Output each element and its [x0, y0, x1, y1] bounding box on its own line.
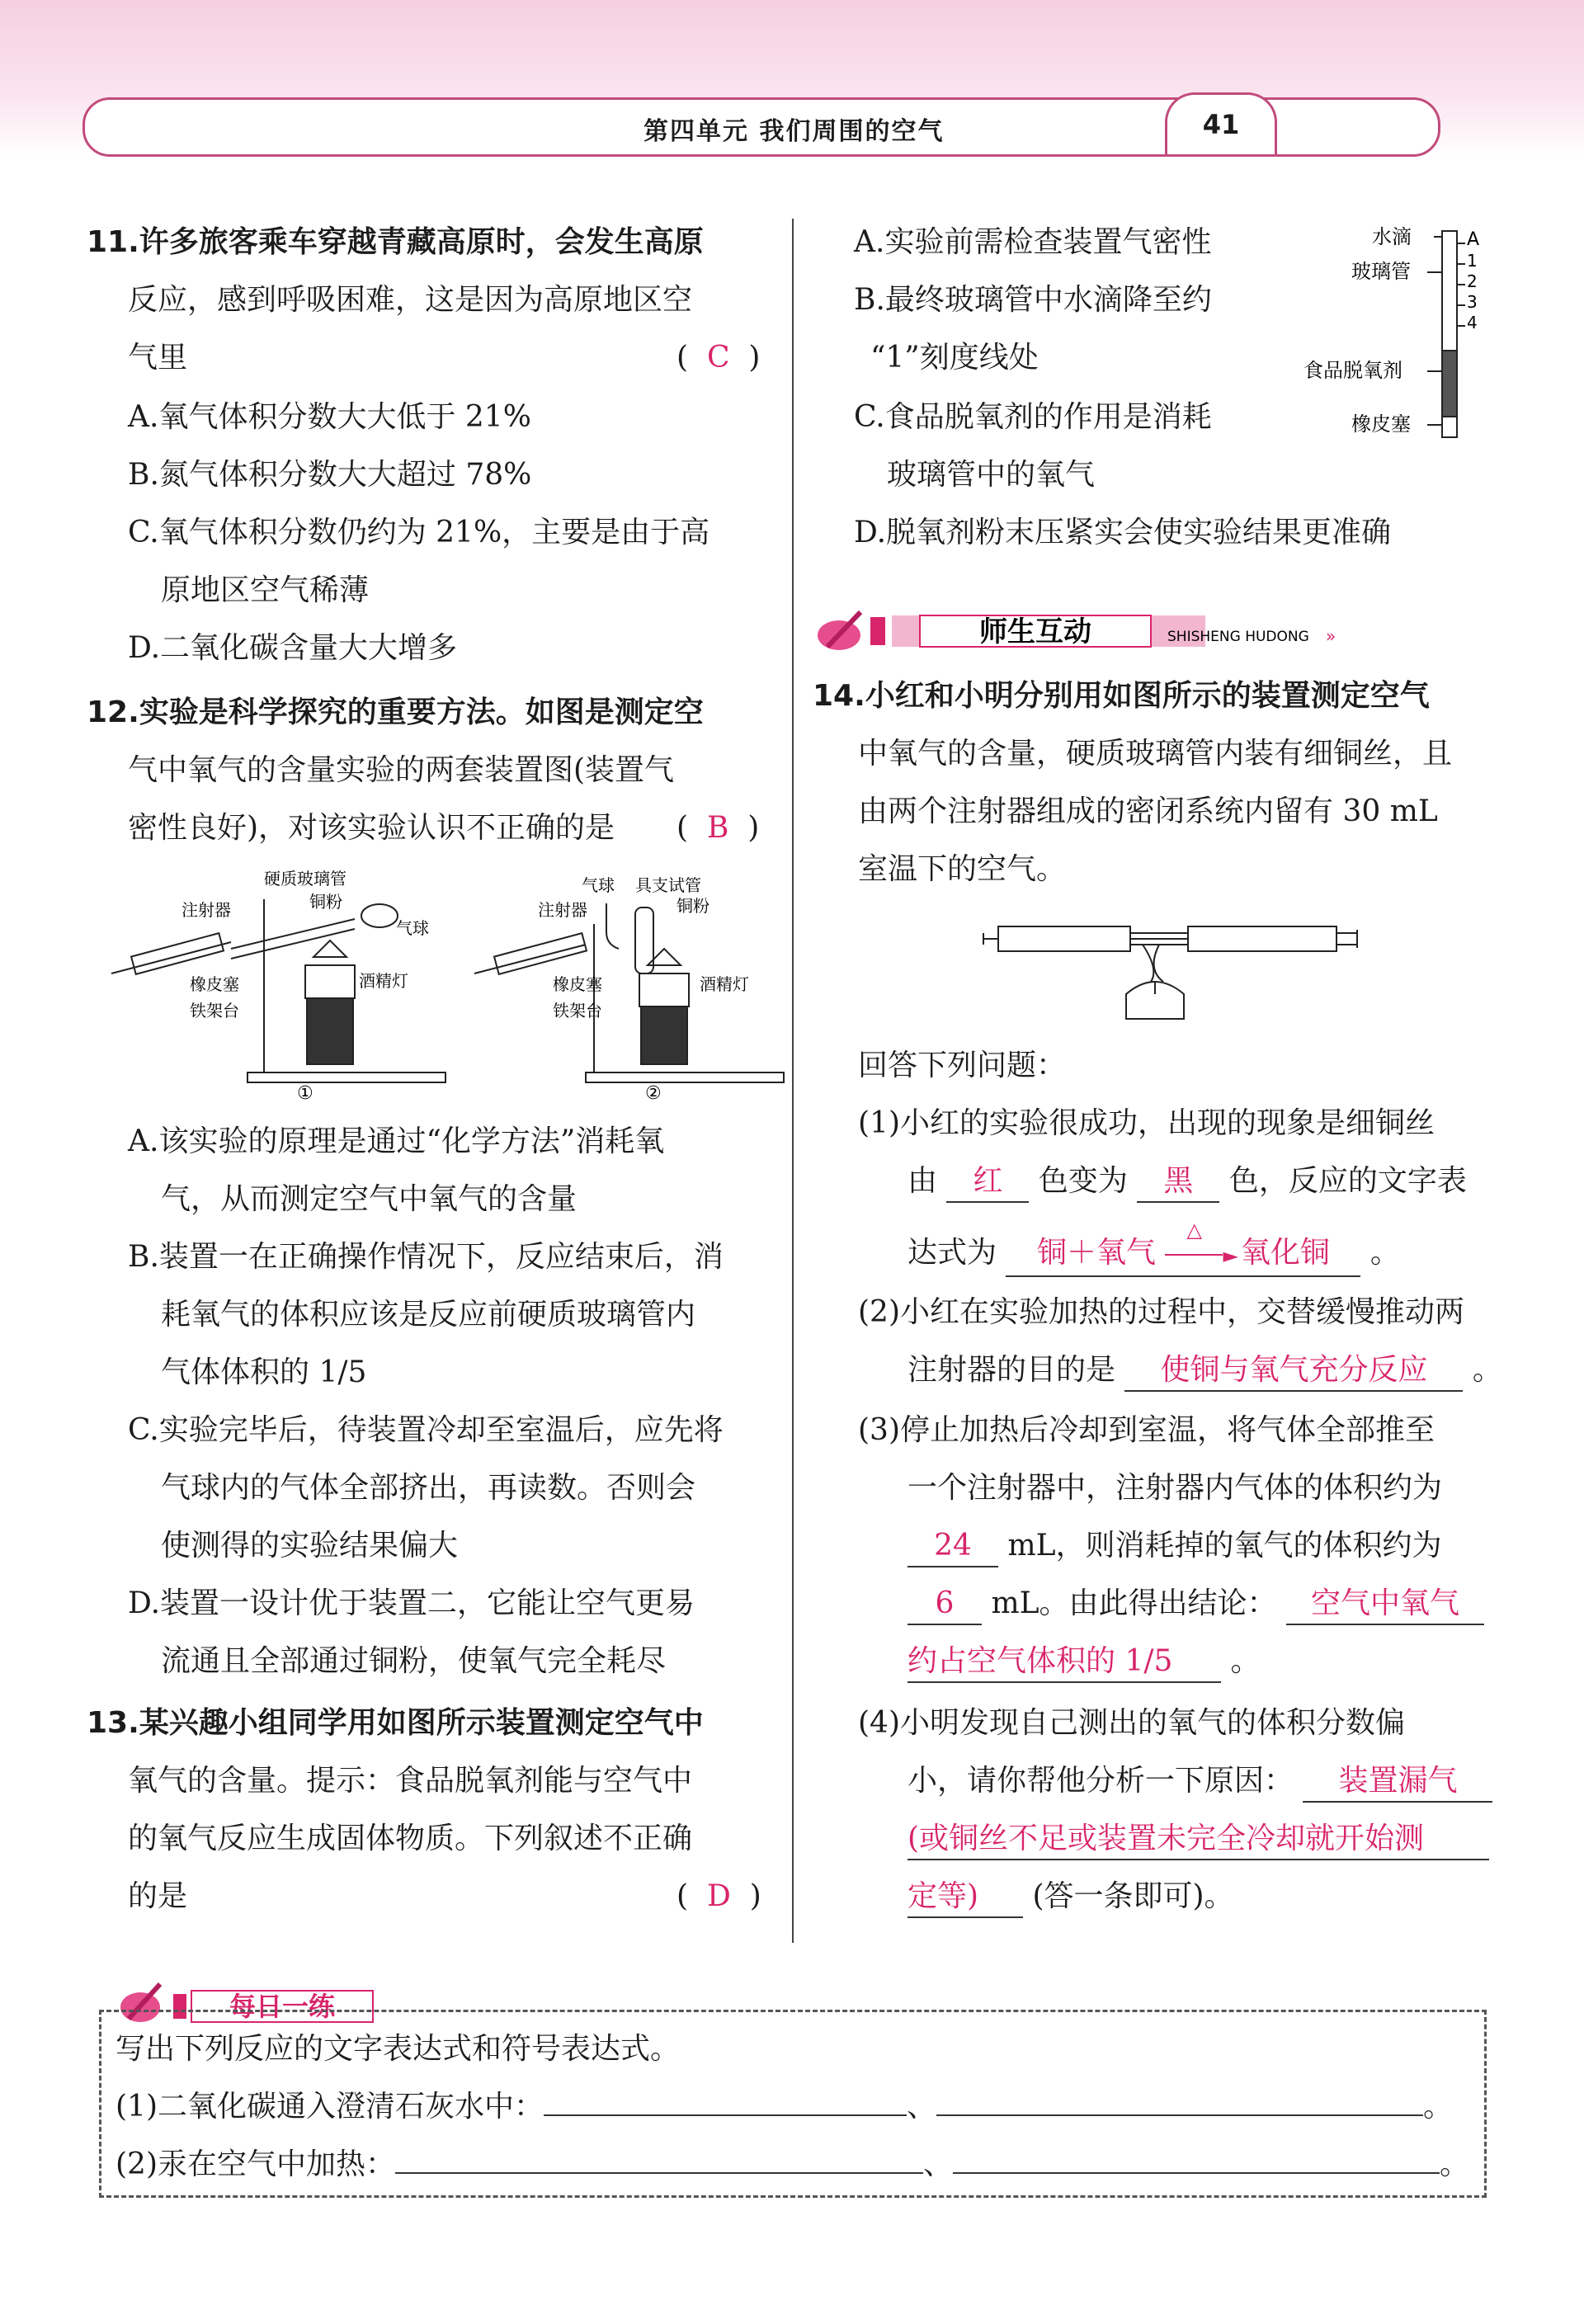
q11-option-d: D.二氧化碳含量大大增多: [128, 631, 458, 665]
label-copper-2: 铜粉: [676, 896, 710, 916]
answer-red: 红: [946, 1162, 1029, 1203]
tick-3: 3: [1467, 292, 1478, 312]
q12-option-b: B.装置一在正确操作情况下，反应结束后，消: [128, 1240, 724, 1274]
q12-option-d: D.装置一设计优于装置二，它能让空气更易: [128, 1586, 695, 1620]
label-lamp-1: 酒精灯: [359, 971, 408, 991]
q13-option-c: C.食品脱氧剂的作用是消耗: [854, 400, 1212, 434]
q14-p3-line-2: 一个注射器中，注射器内气体的体积约为: [908, 1471, 1443, 1505]
q14-p4-line-2: 小，请你帮他分析一下原因： 装置漏气: [908, 1761, 1492, 1803]
label-glass-tube: 硬质玻璃管: [264, 869, 346, 889]
label-syringe-1: 注射器: [182, 900, 231, 920]
q12-line-3: 密性良好)，对该实验认识不正确的是: [128, 811, 615, 845]
q14-p4-line-4: 定等) (答一条即可)。: [908, 1877, 1234, 1918]
heat-symbol: △: [1186, 1219, 1202, 1242]
q13-line-2: 氧气的含量。提示：食品脱氧剂能与空气中: [128, 1764, 693, 1798]
tick-A: A: [1467, 229, 1480, 250]
label-lamp-2: 酒精灯: [700, 974, 749, 994]
q13-option-d: D.脱氧剂粉末压紧实会使实验结果更准确: [854, 516, 1392, 549]
label-balloon-1: 气球: [396, 918, 429, 938]
q14-syringe-figure: [982, 912, 1370, 1035]
q11-line-3: 气里: [128, 341, 188, 375]
q14-p4-line-3: [908, 1819, 1489, 1860]
label-stopper-2: 橡皮塞: [553, 974, 602, 994]
answer-reason-b: (或铜丝不足或装置未完全冷却就开始测: [908, 1819, 1489, 1860]
q12-option-a-cont: 气，从而测定空气中氧气的含量: [161, 1182, 578, 1216]
caption-1: ①: [297, 1083, 314, 1104]
q11-line-1: 11.许多旅客乘车穿越青藏高原时，会发生高原: [87, 225, 704, 259]
q14-line-1: 14.小红和小明分别用如图所示的装置测定空气: [813, 679, 1430, 713]
q11-option-b: B.氮气体积分数大大超过 78%: [128, 458, 532, 492]
answer-conclusion-a: 空气中氧气: [1286, 1584, 1484, 1625]
q13-line-3: 的氧气反应生成固体物质。下列叙述不正确: [128, 1822, 693, 1855]
daily-q2-blank-1[interactable]: [395, 2172, 923, 2174]
q14-p3-line-1: (3)停止加热后冷却到室温，将气体全部推至: [858, 1413, 1435, 1447]
answer-reason-c: 定等): [908, 1877, 1023, 1918]
q11-line-2: 反应，感到呼吸困难，这是因为高原地区空: [128, 283, 693, 317]
tick-4: 4: [1467, 313, 1478, 332]
q14-line-4: 室温下的空气。: [858, 852, 1067, 886]
label-glass-tube-13: 玻璃管: [1351, 260, 1411, 283]
answer-purpose: 使铜与氧气充分反应: [1124, 1351, 1463, 1392]
answer-reason-a: 装置漏气: [1303, 1761, 1492, 1803]
label-deoxidizer: 食品脱氧剂: [1304, 359, 1402, 382]
daily-q2-blank-2[interactable]: [953, 2172, 1440, 2174]
label-balloon-2: 气球: [582, 875, 615, 895]
q14-p2-line-1: (2)小红在实验加热的过程中，交替缓慢推动两: [858, 1295, 1464, 1329]
q11-option-c: C.氧气体积分数仍约为 21%，主要是由于高: [128, 516, 710, 549]
label-stand-2: 铁架台: [553, 1001, 602, 1021]
label-stopper-1: 橡皮塞: [190, 974, 239, 994]
q14-p3-line-4: 6 mL。由此得出结论： 空气中氧气: [908, 1584, 1484, 1625]
daily-q1-blank-1[interactable]: [544, 2114, 907, 2116]
q13-line-4: 的是: [128, 1879, 188, 1913]
q13-option-b: B.最终玻璃管中水滴降至约: [854, 283, 1212, 317]
q12-option-c-cont2: 使测得的实验结果偏大: [161, 1529, 459, 1563]
section-header: [813, 602, 1374, 660]
answer-24: 24: [908, 1526, 998, 1567]
page-number: 41: [1165, 92, 1277, 154]
tick-1: 1: [1467, 251, 1478, 271]
answer-conclusion-b: 约占空气体积的 1/5: [908, 1642, 1221, 1683]
q13-answer: ( D ): [676, 1879, 761, 1913]
q12-option-c-cont: 气球内的气体全部挤出，再读数。否则会: [161, 1471, 696, 1505]
q14-p4-line-1: (4)小明发现自己测出的氧气的体积分数偏: [858, 1706, 1405, 1740]
tick-2: 2: [1467, 271, 1478, 291]
daily-q1: (1)二氧化碳通入澄清石灰水中： 、 。: [116, 2090, 1454, 2124]
q11-answer: ( C ): [676, 341, 761, 375]
q12-option-a: A.该实验的原理是通过“化学方法”消耗氧: [128, 1124, 665, 1158]
q13-option-b-cont: “1”刻度线处: [870, 341, 1039, 375]
label-stand-1: 铁架台: [190, 1001, 239, 1021]
caption-2: ②: [645, 1083, 662, 1104]
q14-line-2: 中氧气的含量，硬质玻璃管内装有细铜丝，且: [858, 737, 1453, 771]
answer-black: 黑: [1137, 1162, 1219, 1203]
q14-line-3: 由两个注射器组成的密闭系统内留有 30 mL: [858, 794, 1438, 828]
q14-p1-line-3: 达式为 铜＋氧气 △ ► 氧化铜 。: [908, 1233, 1400, 1277]
q13-option-a: A.实验前需检查装置气密性: [854, 225, 1212, 259]
label-test-tube: 具支试管: [635, 875, 701, 895]
q11-option-a: A.氧气体积分数大大低于 21%: [128, 400, 531, 434]
q14-p1-line-2: 由 红 色变为 黑 色，反应的文字表: [908, 1162, 1467, 1203]
answer-equation: 铜＋氧气 △ ► 氧化铜: [1006, 1233, 1360, 1277]
section-pinyin: SHISHENG HUDONG: [1167, 629, 1309, 645]
section-title: 师生互动: [979, 615, 1091, 648]
q12-option-b-cont: 耗氧气的体积应该是反应前硬质玻璃管内: [161, 1298, 696, 1332]
q14-p3-line-5: 约占空气体积的 1/5 。: [908, 1642, 1260, 1683]
daily-title: 每日一练: [229, 1991, 336, 2022]
unit-title: 第四单元 我们周围的空气: [644, 117, 945, 146]
label-stopper-13: 橡皮塞: [1351, 412, 1411, 436]
pen-hand-icon: [818, 612, 860, 650]
q11-option-c-cont: 原地区空气稀薄: [161, 573, 370, 607]
q13-option-c-cont: 玻璃管中的氧气: [887, 458, 1096, 492]
q13-tube-figure: [1304, 219, 1485, 445]
svg-text:»: »: [1326, 626, 1336, 646]
label-copper-1: 铜粉: [309, 892, 342, 912]
q14-prompt: 回答下列问题：: [858, 1049, 1067, 1082]
q14-p3-line-3: 24 mL，则消耗掉的氧气的体积约为: [908, 1526, 1442, 1567]
q12-option-d-cont: 流通且全部通过铜粉，使氧气完全耗尽: [161, 1644, 667, 1678]
q12-option-b-cont2: 气体体积的 1/5: [161, 1355, 367, 1389]
q12-option-c: C.实验完毕后，待装置冷却至室温后，应先将: [128, 1413, 724, 1447]
label-syringe-2: 注射器: [538, 900, 587, 920]
q14-p2-line-2: 注射器的目的是 使铜与氧气充分反应 。: [908, 1351, 1502, 1392]
daily-q1-blank-2[interactable]: [936, 2114, 1423, 2116]
daily-q2: (2)汞在空气中加热： 、 。: [116, 2147, 1470, 2181]
answer-6: 6: [908, 1584, 982, 1625]
q12-line-1: 12.实验是科学探究的重要方法。如图是测定空: [87, 695, 704, 729]
q13-line-1: 13.某兴趣小组同学用如图所示装置测定空气中: [87, 1706, 704, 1740]
q12-line-2: 气中氧气的含量实验的两套装置图(装置气: [128, 753, 675, 787]
q12-answer: ( B ): [676, 811, 760, 845]
q14-p1-line-1: (1)小红的实验很成功，出现的现象是细铜丝: [858, 1106, 1435, 1140]
label-water-drop: 水滴: [1372, 225, 1412, 248]
q12-apparatus-figure: [107, 866, 800, 1105]
daily-intro: 写出下列反应的文字表达式和符号表达式。: [116, 2032, 681, 2066]
